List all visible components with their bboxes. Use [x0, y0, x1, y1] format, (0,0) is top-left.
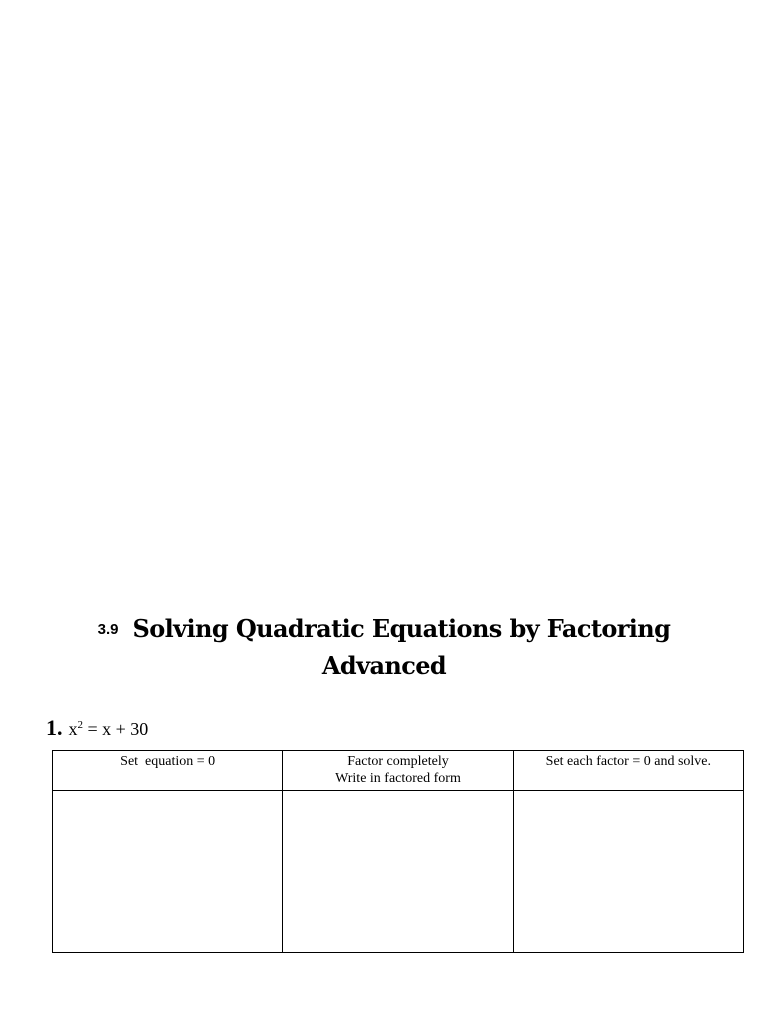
answer-cell-set-equation[interactable]: [53, 791, 283, 953]
title-text-line1: Solving Quadratic Equations by Factoring: [132, 614, 671, 643]
problem-1: [46, 714, 148, 743]
answer-cell-solve[interactable]: [513, 791, 743, 953]
title-line-2: Advanced: [321, 651, 447, 680]
problem-number: 1.: [46, 715, 63, 740]
equation-rest: = x + 30: [83, 719, 149, 739]
header-factor-completely: [283, 751, 513, 791]
work-table: [52, 750, 744, 953]
section-number: 3.9: [97, 621, 119, 638]
header-solve: Set each factor = 0 and solve.: [513, 751, 743, 791]
header-set-equation: Set equation = 0: [53, 751, 283, 791]
table-header-row: [53, 751, 744, 791]
title-line-1: [0, 612, 768, 649]
worksheet-title: [0, 612, 768, 682]
answer-cell-factor[interactable]: [283, 791, 513, 953]
header-factor-line1: Factor completely: [347, 754, 449, 769]
table-answer-row: [53, 791, 744, 953]
equation-base: x: [68, 719, 78, 739]
equation-exponent: 2: [77, 719, 83, 731]
header-factor-line2: Write in factored form: [335, 771, 461, 786]
